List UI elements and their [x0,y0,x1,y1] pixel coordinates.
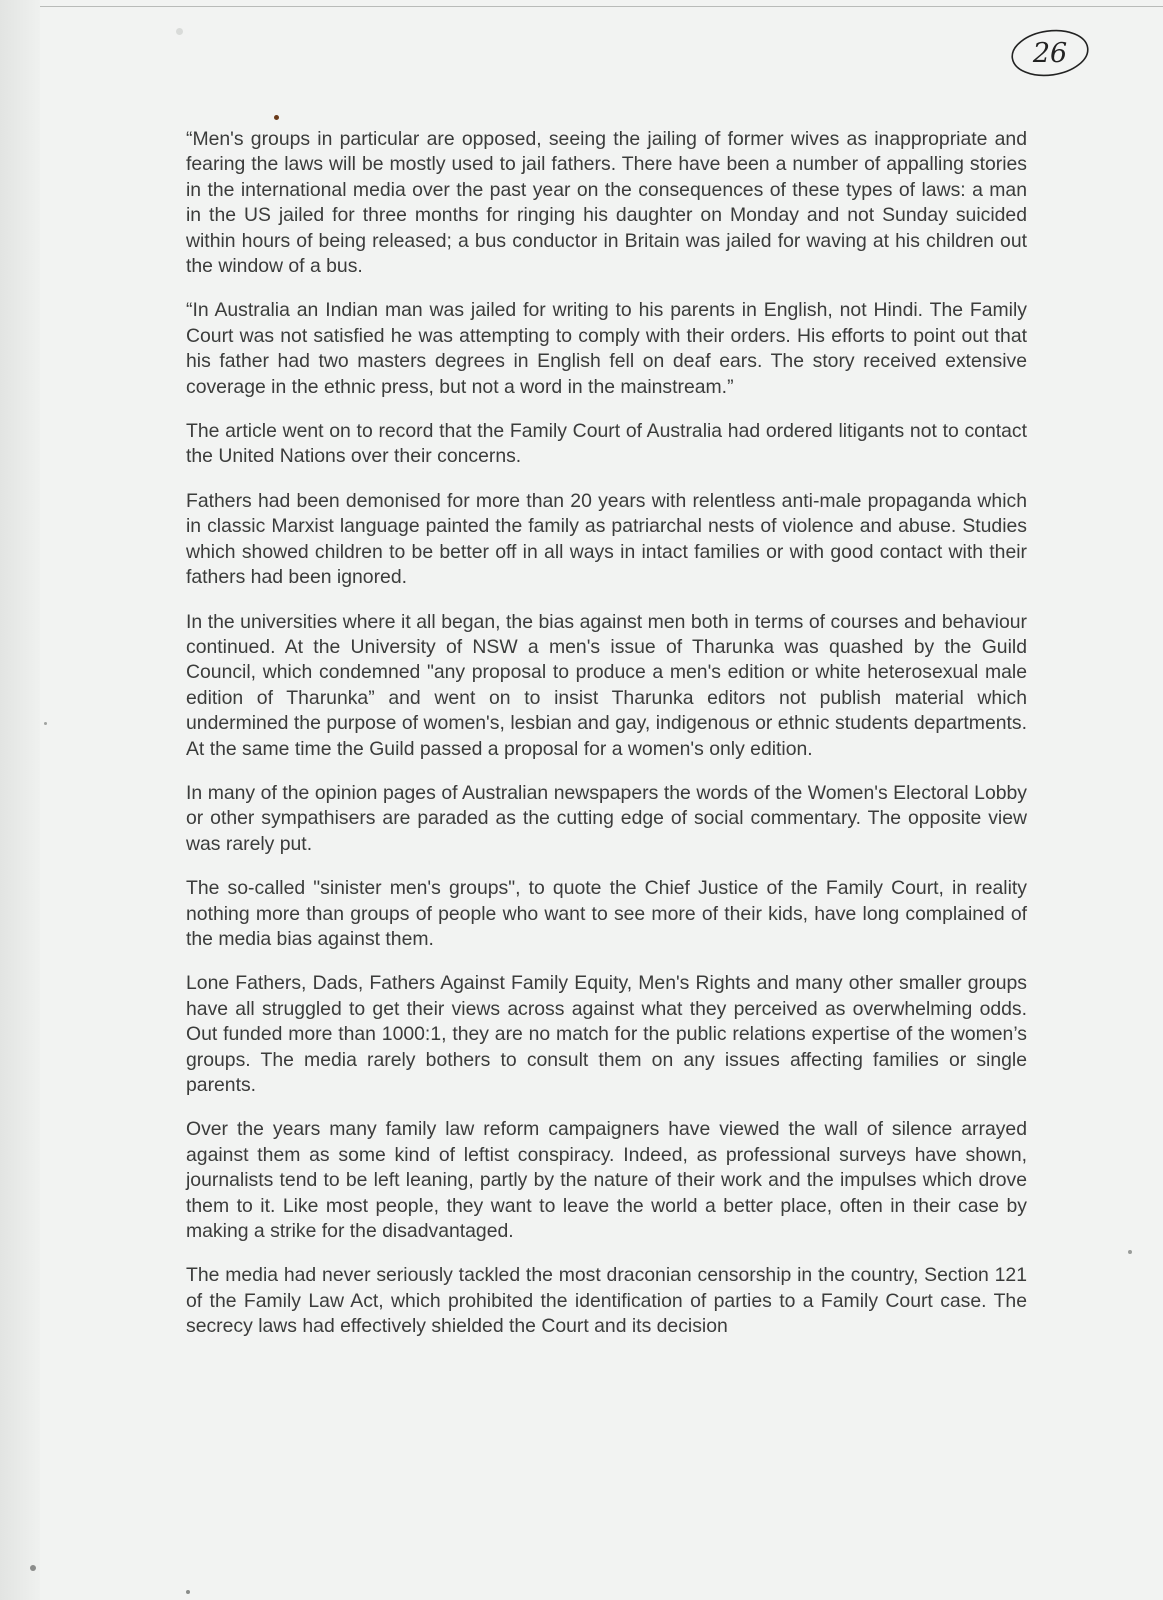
paragraph: Lone Fathers, Dads, Fathers Against Family Equity, Men's Rights and many other smaller groups have all struggled to get their views across against what they perceived as overwhelming odds. Out funded more than 1000:1, they are no match for the public relations expertise of the women’s groups. The media rarely bothers to consult them on any issues affecting families or single parents. [186,972,1027,1096]
scan-speck [186,1590,190,1594]
paragraph: Fathers had been demonised for more than 20 years with relentless anti-male propaganda which in classic Marxist language painted the family as patriarchal nests of violence and abuse. Studies which showed children to be better off in all ways in intact families or with good contact with their fathers had been ignored. [186,489,1027,589]
paragraph: In the universities where it all began, the bias against men both in terms of courses and behaviour continued. At the University of NSW a men's issue of Tharunka was quashed by the Guild Council, which condemned "any proposal to produce a men's edition or white heterosexual male edition of Tharunka” and went on to insist Tharunka editors not publish material which undermined the purpose of women's, lesbian and gay, indigenous or ethnic students departments. At the same time the Guild passed a proposal for a women's only edition. [186,610,1027,760]
paragraph: In many of the opinion pages of Australian newspapers the words of the Women's Electoral Lobby or other sympathisers are paraded as the cutting edge of social commentary. The opposite view was rarely put. [186,781,1027,855]
paragraph: The article went on to record that the Family Court of Australia had ordered litigants not to contact the United Nations over their concerns. [186,420,1027,468]
paragraph: The so-called "sinister men's groups", to quote the Chief Justice of the Family Court, in reality nothing more than groups of people who want to see more of their kids, have long complained of the media bias against them. [186,877,1027,950]
scan-speck [176,28,183,35]
article-body [186,127,1027,1359]
page-number-text: 26 [1032,38,1068,69]
paragraph: “In Australia an Indian man was jailed for writing to his parents in English, not Hindi. The Family Court was not satisfied he was attempting to comply with their orders. His efforts to point out that his father had two masters degrees in English fell on deaf ears. The story received extensive coverage in the ethnic press, but not a word in the mainstream.” [186,299,1027,398]
scan-shadow-edge [0,0,40,1600]
paragraph: “Men's groups in particular are opposed, seeing the jailing of former wives as inappropriate and fearing the laws will be mostly used to jail fathers. There have been a number of appalling stories in the international media over the past year on the consequences of these types of laws: a man in the US jailed for three months for ringing his daughter on Monday and not Sunday suicided within hours of being released; a bus conductor in Britain was jailed for waving at his children out the window of a bus. [186,128,1027,278]
scan-top-edge [40,6,1163,7]
handwritten-page-number [1010,27,1090,79]
scan-speck [1128,1250,1132,1254]
scan-speck [30,1565,36,1571]
ink-dot [274,115,279,120]
scan-speck [44,722,47,725]
paragraph: Over the years many family law reform campaigners have viewed the wall of silence arrayed against them as some kind of leftist conspiracy. Indeed, as professional surveys have shown, journalists tend to be left leaning, partly by the nature of their work and the impulses which drove them to it. Like most people, they want to leave the world a better place, often in their case by making a strike for the disadvantaged. [186,1118,1027,1243]
paragraph: The media had never seriously tackled the most draconian censorship in the country, Section 121 of the Family Law Act, which prohibited the identification of parties to a Family Court case. The secrecy laws had effectively shielded the Court and its decision [186,1264,1027,1338]
